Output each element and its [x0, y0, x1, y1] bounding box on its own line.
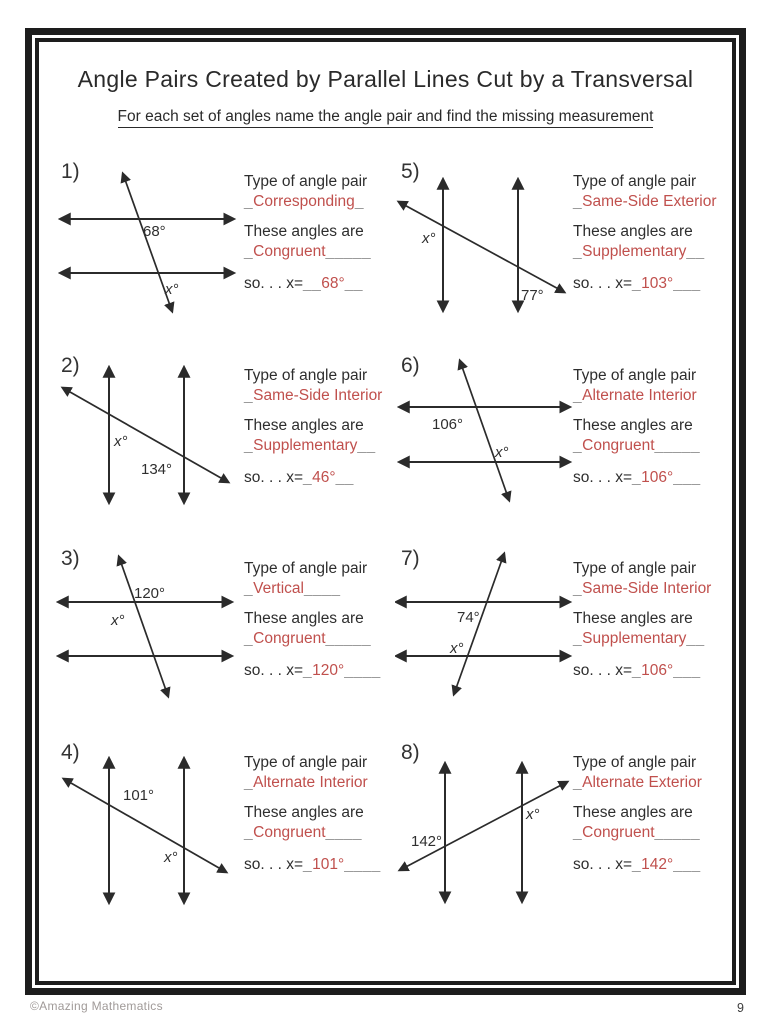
blank: _ — [244, 437, 254, 454]
relation-answer-line — [573, 436, 701, 456]
given-angle-label: 120° — [134, 585, 166, 602]
type-answer: Corresponding — [253, 193, 355, 210]
type-answer-line — [573, 386, 701, 406]
blank: ___ — [673, 662, 701, 679]
so-x-equals-label: so. . . x= — [244, 275, 304, 292]
blank: _____ — [654, 824, 701, 841]
blank: _ — [573, 243, 583, 260]
type-answer: Alternate Interior — [253, 774, 368, 791]
problem-number: 7) — [401, 547, 420, 570]
page-number: 9 — [737, 1001, 744, 1015]
relation-answer: Supplementary — [253, 437, 358, 454]
blank: __ — [686, 630, 705, 647]
type-answer: Vertical — [253, 580, 304, 597]
problem-8 — [395, 737, 747, 929]
relation-answer-line — [244, 436, 382, 456]
angle-diagram — [55, 352, 245, 520]
x-answer: 103° — [641, 275, 674, 292]
x-answer: 106° — [641, 469, 674, 486]
solution-line — [573, 661, 711, 681]
type-answer: Alternate Interior — [582, 387, 697, 404]
solution-line — [244, 855, 381, 875]
blank: _ — [244, 630, 254, 647]
these-angles-are-label: These angles are — [244, 804, 364, 821]
x-answer: 106° — [641, 662, 674, 679]
relation-answer: Congruent — [253, 243, 326, 260]
unknown-angle-label: x° — [450, 640, 464, 657]
solution-line — [244, 468, 382, 488]
blank: _ — [632, 469, 642, 486]
blank: ___ — [673, 275, 701, 292]
problem-3 — [55, 543, 407, 735]
relation-answer-line — [573, 629, 711, 649]
type-answer: Same-Side Interior — [582, 580, 712, 597]
copyright-credit: ©Amazing Mathematics — [30, 999, 163, 1013]
blank: _ — [632, 275, 642, 292]
type-answer: Same-Side Exterior — [582, 193, 717, 210]
unknown-angle-label: x° — [422, 230, 436, 247]
given-angle-label: 74° — [457, 609, 480, 626]
relation-answer: Supplementary — [582, 630, 687, 647]
angle-diagram — [55, 545, 245, 713]
x-answer: 46° — [312, 469, 336, 486]
blank: _____ — [654, 437, 701, 454]
so-x-equals-label: so. . . x= — [244, 856, 304, 873]
type-answer-line — [244, 386, 382, 406]
blank: _____ — [325, 243, 372, 260]
relation-answer-line — [244, 629, 381, 649]
blank: __ — [303, 275, 322, 292]
worksheet-instructions — [39, 108, 732, 126]
unknown-angle-label: x° — [526, 806, 540, 823]
blank: _ — [573, 580, 583, 597]
so-x-equals-label: so. . . x= — [244, 662, 304, 679]
blank: _ — [573, 387, 583, 404]
unknown-angle-label: x° — [114, 433, 128, 450]
x-answer: 68° — [321, 275, 345, 292]
type-of-angle-pair-label: Type of angle pair — [573, 560, 697, 577]
angle-diagram — [395, 158, 585, 326]
solution-line — [244, 661, 381, 681]
type-of-angle-pair-label: Type of angle pair — [573, 367, 697, 384]
blank: ____ — [344, 662, 381, 679]
so-x-equals-label: so. . . x= — [573, 662, 633, 679]
given-angle-label: 77° — [521, 287, 544, 304]
blank: __ — [686, 243, 705, 260]
type-of-angle-pair-label: Type of angle pair — [573, 173, 697, 190]
blank: _ — [244, 387, 254, 404]
blank: _ — [244, 774, 254, 791]
given-angle-label: 134° — [141, 461, 173, 478]
blank: _ — [573, 437, 583, 454]
solution-line — [573, 855, 702, 875]
blank: _ — [303, 662, 313, 679]
type-of-angle-pair-label: Type of angle pair — [573, 754, 697, 771]
these-angles-are-label: These angles are — [244, 223, 364, 240]
worksheet-instructions-text: For each set of angles name the angle pair and find the missing measurement — [118, 108, 654, 128]
these-angles-are-label: These angles are — [573, 804, 693, 821]
answer-block — [573, 366, 701, 488]
blank: _ — [244, 580, 254, 597]
problem-number: 8) — [401, 741, 420, 764]
relation-answer: Congruent — [582, 437, 655, 454]
unknown-angle-label: x° — [164, 849, 178, 866]
relation-answer-line — [244, 823, 381, 843]
angle-diagram — [55, 739, 245, 909]
blank: _ — [303, 856, 313, 873]
answer-block — [244, 172, 371, 294]
blank: ___ — [673, 469, 701, 486]
angle-diagram — [395, 352, 585, 520]
blank: _ — [573, 630, 583, 647]
type-of-angle-pair-label: Type of angle pair — [244, 560, 368, 577]
blank: ____ — [325, 824, 362, 841]
answer-block — [573, 172, 717, 294]
problem-2 — [55, 350, 407, 542]
answer-block — [244, 559, 381, 681]
type-answer-line — [573, 773, 702, 793]
given-angle-label: 106° — [432, 416, 464, 433]
type-of-angle-pair-label: Type of angle pair — [244, 754, 368, 771]
answer-block — [244, 753, 381, 875]
blank: _ — [632, 856, 642, 873]
worksheet-title: Angle Pairs Created by Parallel Lines Cut by a Transversal — [77, 66, 694, 92]
angle-diagram — [395, 545, 585, 713]
solution-line — [573, 274, 717, 294]
these-angles-are-label: These angles are — [244, 610, 364, 627]
these-angles-are-label: These angles are — [573, 417, 693, 434]
type-answer-line — [244, 192, 371, 212]
blank: __ — [335, 469, 354, 486]
given-angle-label: 68° — [143, 223, 166, 240]
transversal-line — [399, 202, 564, 292]
problem-5 — [395, 156, 747, 348]
these-angles-are-label: These angles are — [573, 610, 693, 627]
answer-block — [573, 753, 702, 875]
problem-1 — [55, 156, 407, 348]
given-angle-label: 142° — [411, 833, 443, 850]
blank: _ — [244, 824, 254, 841]
problem-7 — [395, 543, 747, 735]
type-of-angle-pair-label: Type of angle pair — [244, 367, 368, 384]
x-answer: 142° — [641, 856, 674, 873]
type-answer: Same-Side Interior — [253, 387, 383, 404]
relation-answer-line — [244, 242, 371, 262]
angle-diagram — [395, 739, 585, 909]
blank: _____ — [325, 630, 372, 647]
blank: _ — [244, 243, 254, 260]
transversal-line — [400, 782, 567, 870]
angle-diagram — [55, 158, 245, 326]
blank: _ — [244, 193, 254, 210]
relation-answer: Congruent — [582, 824, 655, 841]
relation-answer: Supplementary — [582, 243, 687, 260]
x-answer: 120° — [312, 662, 345, 679]
transversal-line — [460, 361, 509, 500]
problem-number: 4) — [61, 741, 80, 764]
problem-number: 3) — [61, 547, 80, 570]
problem-number: 5) — [401, 160, 420, 183]
these-angles-are-label: These angles are — [573, 223, 693, 240]
type-of-angle-pair-label: Type of angle pair — [244, 173, 368, 190]
blank: __ — [344, 275, 363, 292]
blank: __ — [357, 437, 376, 454]
type-answer: Alternate Exterior — [582, 774, 702, 791]
unknown-angle-label: x° — [165, 281, 179, 298]
these-angles-are-label: These angles are — [244, 417, 364, 434]
blank: _ — [573, 193, 583, 210]
type-answer-line — [573, 192, 717, 212]
problem-number: 1) — [61, 160, 80, 183]
solution-line — [573, 468, 701, 488]
so-x-equals-label: so. . . x= — [573, 275, 633, 292]
problem-6 — [395, 350, 747, 542]
blank: _ — [573, 774, 583, 791]
transversal-line — [119, 557, 168, 696]
unknown-angle-label: x° — [495, 444, 509, 461]
blank: _ — [632, 662, 642, 679]
blank: _ — [573, 824, 583, 841]
so-x-equals-label: so. . . x= — [573, 856, 633, 873]
solution-line — [244, 274, 371, 294]
blank: _ — [354, 193, 364, 210]
relation-answer: Congruent — [253, 630, 326, 647]
unknown-angle-label: x° — [111, 612, 125, 629]
blank: ___ — [673, 856, 701, 873]
relation-answer-line — [573, 242, 717, 262]
type-answer-line — [244, 773, 381, 793]
blank: ____ — [344, 856, 381, 873]
blank: _ — [303, 469, 313, 486]
relation-answer-line — [573, 823, 702, 843]
problem-4 — [55, 737, 407, 929]
type-answer-line — [244, 579, 381, 599]
relation-answer: Congruent — [253, 824, 326, 841]
blank: ____ — [303, 580, 341, 597]
problem-number: 6) — [401, 354, 420, 377]
problem-number: 2) — [61, 354, 80, 377]
answer-block — [244, 366, 382, 488]
so-x-equals-label: so. . . x= — [244, 469, 304, 486]
given-angle-label: 101° — [123, 787, 155, 804]
type-answer-line — [573, 579, 711, 599]
x-answer: 101° — [312, 856, 345, 873]
answer-block — [573, 559, 711, 681]
so-x-equals-label: so. . . x= — [573, 469, 633, 486]
